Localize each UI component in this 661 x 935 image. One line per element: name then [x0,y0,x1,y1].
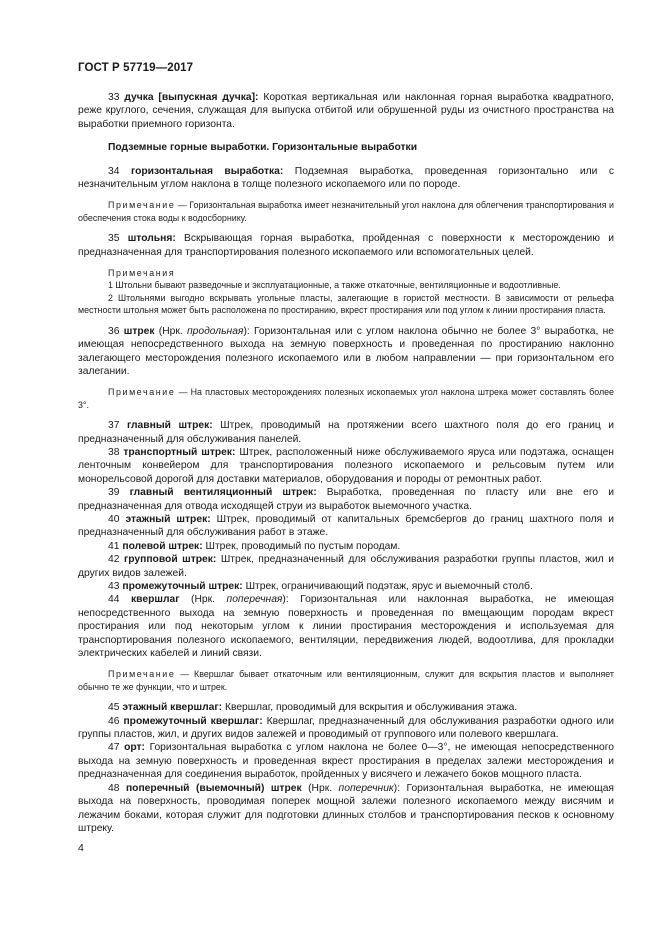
note-35-1: 1 Штольни бывают разведочные и эксплуатационные, а также откаточные, вентиляционные и водоотливные. [108,280,561,291]
note-36: Примечание — На пластовых месторождениях полезных ископаемых угол наклона штрека может составлять более 3°. [78,387,614,410]
term: орт: [124,742,145,754]
term: групповой штрек: [123,554,217,566]
term: штрек [123,325,155,337]
term: главный штрек: [126,420,213,432]
entry-40: 40 этажный штрек: Штрек, проводимый от капитальных бремсбергов до границ шахтного поля и предназначенный для обслуживания работ в этаже. [78,513,614,539]
entry-38: 38 транспортный штрек: Штрек, расположенный ниже обслуживаемого яруса или подэтажа, оснащен ленточным конвейером для транспортирования полезного ископаемого и рельсовым путем или монорельсовой дорогой для доставки материалов, оборудования и породы от ремонтных работ. [78,446,614,485]
page-number: 4 [78,842,84,854]
note-44: Примечание — Квершлаг бывает откаточным или вентиляционным, служит для вскрытия пластов и выполняет обычно те же функции, что и штрек. [78,669,614,692]
term: дучка [выпускная дучка]: [124,92,259,103]
entry-36: 36 штрек (Нрк. продольная): Горизонтальная или с углом наклона обычно не более 3° выработка, не имеющая непосредственного выхода на земную поверхность и проведенная по простиранию наклонно залегающего месторождения полезного ископаемого или в любом направлении — при горизонтальном его залегании. [78,325,614,377]
entry-34: 34 горизонтальная выработка: Подземная выработка, проведенная горизонтально или с незначительным углом наклона в толще полезного ископаемого или по породе. [78,165,614,191]
term: горизонтальная выработка: [130,165,284,177]
term: квершлаг [131,594,180,606]
section-title: Подземные горные выработки. Горизонтальные выработки [108,142,418,154]
term: этажный квершлаг: [122,702,223,714]
entry-35: 35 штольня: Вскрывающая горная выработка, пройденная с поверхности к месторождению и предназначенная для транспортирования полезного ископаемого или вспомогательных целей. [78,233,614,258]
term: этажный штрек: [125,513,211,525]
entry-42: 42 групповой штрек: Штрек, предназначенный для обслуживания разработки группы пластов, жил и других видов залежей. [78,554,614,579]
term: штольня: [127,233,176,245]
entry-39: 39 главный вентиляционный штрек: Выработка, проведенная по пласту или вне его и предназначенная для отвода исходящей струи из выработок выемочного участка. [78,487,614,512]
entry-47: 47 орт: Горизонтальная выработка с углом наклона не более 0—3°, не имеющая непосредственного выхода на земную поверхность и проведенная вкрест простирания в пределах залежи месторождения и предназначенная для соединения выработок, пройденных у висячего и лежачего боков мощного пласта. [78,742,614,781]
note-35-2: 2 Штольнями выгодно вскрывать угольные пласты, залегающие в гористой местности. В зависимости от рельефа местности штольня может быть расположена по простиранию, вкрест простирания или под углом к линии простирания пласта. [78,292,614,316]
notes-35-title: Примечания [108,268,176,279]
document-body [78,91,614,835]
term: промежуточный квершлаг: [123,715,263,727]
term: главный вентиляционный штрек: [129,487,317,499]
entry-48: 48 поперечный (выемочный) штрек (Нрк. поперечник): Горизонтальная выработка, не имеющая выхода на поверхность, проводимая поперек мощной залежи полезного ископаемого между висячим и лежачим боками, которая служит для подготовки длинных столбов и транспортирования песков к основному штреку. [78,782,614,834]
entry-43: 43 промежуточный штрек: Штрек, ограничивающий подэтаж, ярус и выемочный столб. [108,581,533,592]
entry-46: 46 промежуточный квершлаг: Квершлаг, предназначенный для обслуживания разработки одного или группы пластов, жил, и других видов залежей и проводимый от группового или полевого квершлага. [78,715,614,741]
document-code: ГОСТ Р 57719—2017 [78,62,194,74]
term: полевой штрек: [122,540,203,552]
term: промежуточный штрек: [122,581,243,592]
entry-44: 44 квершлаг (Нрк. поперечная): Горизонтальная или наклонная выработка, не имеющая непосредственного выхода на земную поверхность и проведенная по вмещающим породам вкрест простирания или под некоторым углом к линии простирания месторождения и используемая для транспортирования полезного ископаемого, вентиляции, передвижения людей, водоотлива, для прокладки электрических кабелей и линий связи. [78,594,614,660]
entry-37: 37 главный штрек: Штрек, проводимый на протяжении всего шахтного поля до его границ и предназначенный для обслуживания панелей. [78,420,614,445]
note-34: Примечание — Горизонтальная выработка имеет незначительный угол наклона для облегчения транспортирования и обеспечения стока воды к водосборнику. [78,200,614,223]
term: поперечный (выемочный) штрек [125,782,302,794]
entry-45: 45 этажный квершлаг: Квершлаг, проводимый для вскрытия и обслуживания этажа. [108,702,518,714]
term: транспортный штрек: [123,446,236,458]
entry-33: 33 дучка [выпускная дучка]: Короткая вертикальная или наклонная горная выработка квадратного, реже круглого, сечения, служащая для выпуска отбитой или обрушенной руды из очистного пространства на выработки приемного горизонта. [78,92,614,130]
entry-41: 41 полевой штрек: Штрек, проводимый по пустым породам. [108,540,401,552]
